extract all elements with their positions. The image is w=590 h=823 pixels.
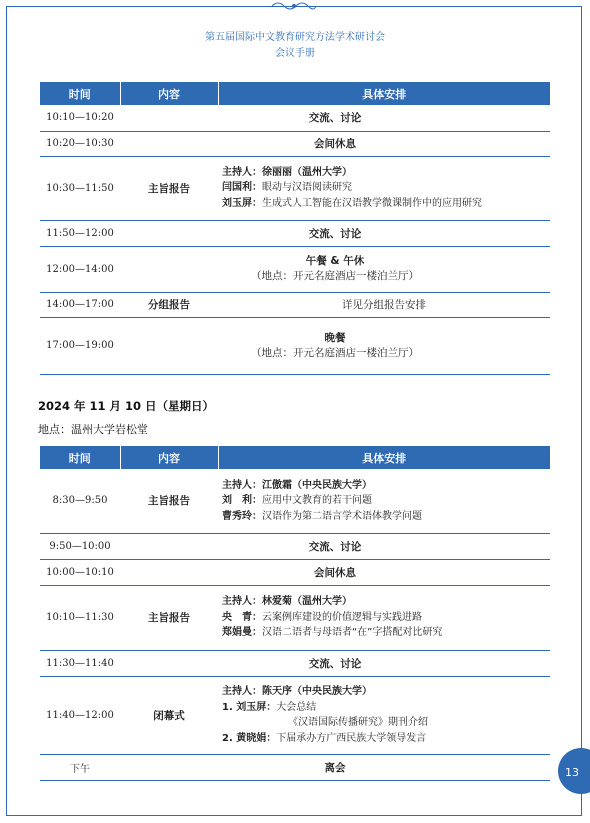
line-value: 下届承办方广西民族大学领导发言 [276,732,427,744]
row-kind: 主旨报告 [120,156,218,220]
header-time: 时间 [40,446,120,469]
header-details: 具体安排 [218,82,550,105]
table-header-row [40,82,550,105]
line-key: 郑娟曼： [222,627,262,639]
line-value: 江傲霜（中央民族大学） [262,479,372,491]
row-details [218,585,550,650]
row-time: 17:00—19:00 [40,317,120,374]
row-text: 晚餐 [324,331,346,344]
line-value: 徐丽丽（温州大学） [262,166,352,178]
row-text-block [120,246,550,292]
table-row [40,105,550,131]
table-row [40,246,550,292]
handbook-subtitle: 会议手册 [275,48,315,59]
table-header-row [40,446,550,469]
row-plain: 详见分组报告安排 [218,292,550,317]
line-key: 2. 黄晓娟： [222,732,277,744]
line-key: 闫国利： [222,182,262,194]
table-row [40,585,550,650]
table-row [40,676,550,754]
table-row [40,559,550,585]
line-key: 刘玉屏： [222,197,262,209]
row-time: 12:00—14:00 [40,246,120,292]
row-text: 交流、讨论 [120,105,550,131]
line-key: 主持人： [222,166,262,178]
schedule-table-1 [40,82,550,375]
row-text: 离会 [120,754,550,780]
table-row [40,131,550,156]
header-time: 时间 [40,82,120,105]
line-key: 主持人： [222,479,262,491]
line-value: 云案例库建设的价值逻辑与实践进路 [262,611,422,623]
table-row [40,292,550,317]
line-value: 眼动与汉语阅读研究 [262,182,352,194]
line-value: 大会总结 [276,701,317,713]
table-row [40,220,550,246]
row-text: 午餐 & 午休 [305,255,365,267]
row-details [218,156,550,220]
line-value: 生成式人工智能在汉语教学微课制作中的应用研究 [262,197,482,209]
header-content: 内容 [120,446,218,469]
line-value: 汉语二语者与母语者“在”字搭配对比研究 [262,627,443,639]
row-time: 14:00—17:00 [40,292,120,317]
row-time: 10:10—10:20 [40,105,120,131]
row-kind: 分组报告 [120,292,218,317]
table-row [40,469,550,533]
line-key: 央 青： [222,611,262,623]
line-key: 曹秀玲： [222,510,262,522]
table-row [40,156,550,220]
row-text-block [120,317,550,374]
row-time: 下午 [40,754,120,780]
row-details [218,469,550,533]
line-value: 《汉语国际传播研究》期刊介绍 [288,717,428,728]
row-location: （地点：开元名庭酒店一楼泊兰厅） [251,346,419,359]
row-kind: 主旨报告 [120,585,218,650]
schedule-table-2 [40,446,550,781]
row-time: 10:00—10:10 [40,559,120,585]
day2-place: 地点：温州大学岩松堂 [38,423,148,436]
row-time: 11:50—12:00 [40,220,120,246]
table-row [40,317,550,374]
line-value: 陈天序（中央民族大学） [262,686,372,697]
row-text: 会间休息 [120,131,550,156]
header-content: 内容 [120,82,218,105]
table-row [40,754,550,780]
line-key: 刘 利： [222,495,262,506]
table-row [40,650,550,676]
header-details: 具体安排 [218,446,550,469]
row-details [218,676,550,754]
row-time: 8:30—9:50 [40,469,120,533]
line-value: 林爱菊（温州大学） [262,596,352,608]
row-time: 11:30—11:40 [40,650,120,676]
row-time: 10:10—11:30 [40,585,120,650]
day2-date: 2024 年 11 月 10 日（星期日） [38,399,215,413]
row-time: 9:50—10:00 [40,533,120,559]
header-ornament [270,0,318,12]
row-time: 10:20—10:30 [40,131,120,156]
row-text: 会间休息 [120,559,550,585]
line-value: 汉语作为第二语言学术语体教学问题 [262,510,422,522]
line-key: 主持人： [222,596,262,608]
row-text: 交流、讨论 [120,220,550,246]
conference-title: 第五届国际中文教育研究方法学术研讨会 [205,32,385,43]
row-time: 10:30—11:50 [40,156,120,220]
row-time: 11:40—12:00 [40,676,120,754]
row-text: 交流、讨论 [120,533,550,559]
line-value: 应用中文教育的若干问题 [262,495,372,506]
row-kind: 主旨报告 [120,469,218,533]
table-row [40,533,550,559]
row-text: 交流、讨论 [120,650,550,676]
row-kind: 闭幕式 [120,676,218,754]
line-key: 主持人： [222,686,262,697]
page-number: 13 [565,766,579,779]
row-location: （地点：开元名庭酒店一楼泊兰厅） [251,270,419,282]
line-key: 1. 刘玉屏： [222,701,277,713]
